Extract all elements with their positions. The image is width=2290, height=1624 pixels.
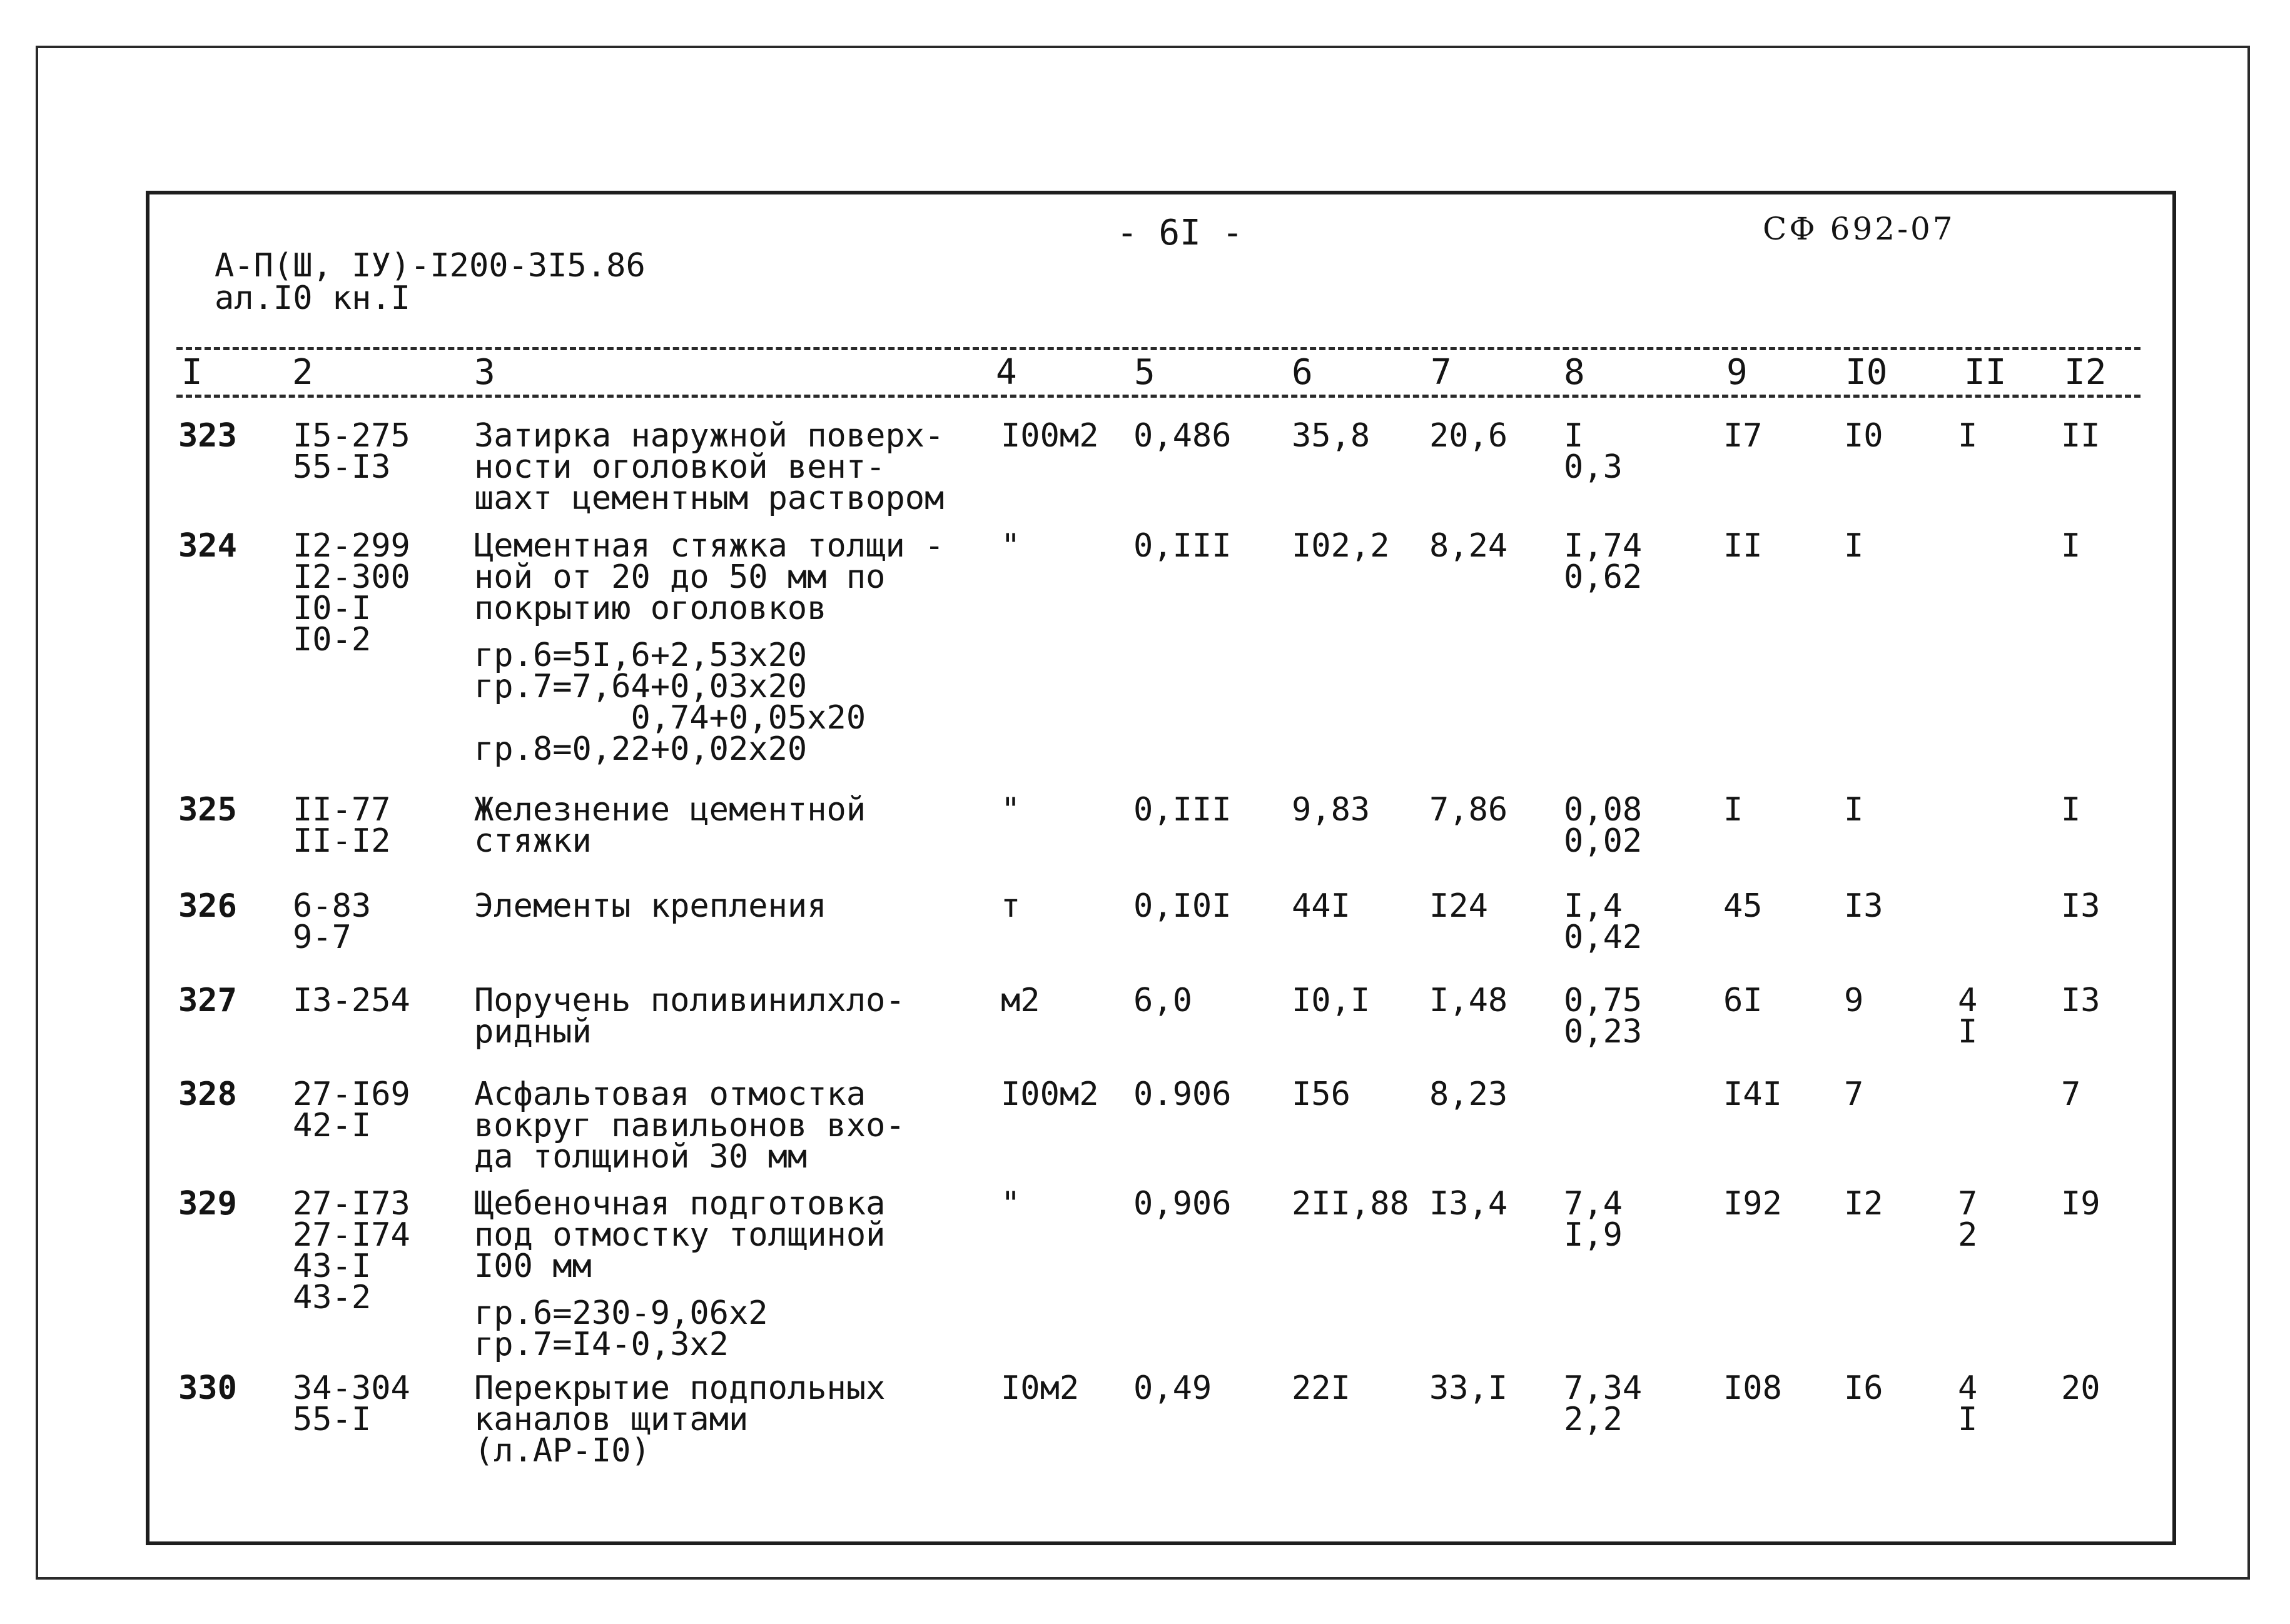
row-330-unit: I0м2 xyxy=(1001,1369,1080,1407)
document-code: А-П(Ш, IУ)-I200-3I5.86 xyxy=(215,247,646,285)
row-329-col10-value: I2 xyxy=(1844,1185,1883,1223)
row-323-description: Затирка наружной поверх- ности оголовкой вент- шахт цементным раствором xyxy=(474,417,945,517)
row-326-col12-value: I3 xyxy=(2061,887,2100,925)
row-327-col11-value: 4 I xyxy=(1958,982,1978,1051)
row-330-quantity: 0,49 xyxy=(1133,1369,1212,1407)
row-329-col12-value: I9 xyxy=(2061,1185,2100,1223)
col-header-2: 2 xyxy=(292,352,313,393)
row-325-description: Железнение цементной стяжки xyxy=(474,791,866,860)
row-329-formula-note: гр.6=230-9,06x2 гр.7=I4-0,3x2 xyxy=(474,1294,768,1363)
row-326-row-number: 326 xyxy=(178,887,237,925)
row-330-col6-value: 22I xyxy=(1292,1369,1350,1407)
row-328-col9-value: I4I xyxy=(1723,1076,1782,1113)
row-329-description: Щебеночная подготовка под отмостку толщиной I00 мм xyxy=(474,1185,886,1285)
row-329-col8-value: 7,4 I,9 xyxy=(1564,1185,1623,1254)
row-327-unit: м2 xyxy=(1001,982,1040,1019)
row-328-unit: I00м2 xyxy=(1001,1076,1099,1113)
row-330-col11-value: 4 I xyxy=(1958,1369,1978,1438)
row-323-col8-value: I 0,3 xyxy=(1564,417,1623,486)
archive-stamp: СФ 692-07 xyxy=(1763,211,1955,247)
row-328-quantity: 0.906 xyxy=(1133,1076,1232,1113)
row-330-col9-value: I08 xyxy=(1723,1369,1782,1407)
row-325-col9-value: I xyxy=(1723,791,1743,829)
row-326-col7-value: I24 xyxy=(1429,887,1488,925)
row-323-col9-value: I7 xyxy=(1723,417,1763,455)
row-327-col8-value: 0,75 0,23 xyxy=(1564,982,1643,1051)
row-324-quantity: 0,III xyxy=(1133,527,1232,565)
header-rule-top xyxy=(176,347,2141,350)
col-header-9: 9 xyxy=(1726,352,1748,393)
row-325-unit: " xyxy=(1001,791,1021,829)
col-header-7: 7 xyxy=(1431,352,1452,393)
row-325-codes: II-77 II-I2 xyxy=(293,791,391,860)
page-frame xyxy=(146,191,2176,1545)
row-326-col9-value: 45 xyxy=(1723,887,1763,925)
row-330-row-number: 330 xyxy=(178,1369,237,1407)
row-327-col10-value: 9 xyxy=(1844,982,1864,1019)
col-header-11: II xyxy=(1964,352,2007,393)
row-324-col8-value: I,74 0,62 xyxy=(1564,527,1643,596)
row-325-col10-value: I xyxy=(1844,791,1864,829)
row-329-unit: " xyxy=(1001,1185,1021,1223)
row-330-col7-value: 33,I xyxy=(1429,1369,1508,1407)
col-header-1: I xyxy=(181,352,203,393)
row-324-col7-value: 8,24 xyxy=(1429,527,1508,565)
row-324-formula-note: гр.6=5I,6+2,53x20 гр.7=7,64+0,03x20 0,74+0,05x20 гр.8=0,22+0,02x20 xyxy=(474,637,866,768)
row-324-col10-value: I xyxy=(1844,527,1864,565)
row-327-col6-value: I0,I xyxy=(1292,982,1370,1019)
col-header-3: 3 xyxy=(474,352,495,393)
row-327-quantity: 6,0 xyxy=(1133,982,1192,1019)
row-325-col8-value: 0,08 0,02 xyxy=(1564,791,1643,860)
row-324-row-number: 324 xyxy=(178,527,237,565)
row-325-row-number: 325 xyxy=(178,791,237,829)
row-328-description: Асфальтовая отмостка вокруг павильонов вхо- да толщиной 30 мм xyxy=(474,1076,905,1176)
row-329-codes: 27-I73 27-I74 43-I 43-2 xyxy=(293,1185,410,1316)
row-330-codes: 34-304 55-I xyxy=(293,1369,410,1438)
row-324-description: Цементная стяжка толщи - ной от 20 до 50 мм по покрытию оголовков xyxy=(474,527,945,627)
row-325-quantity: 0,III xyxy=(1133,791,1232,829)
row-323-col6-value: 35,8 xyxy=(1292,417,1370,455)
row-326-col8-value: I,4 0,42 xyxy=(1564,887,1643,956)
row-328-codes: 27-I69 42-I xyxy=(293,1076,410,1144)
row-327-col12-value: I3 xyxy=(2061,982,2100,1019)
row-326-codes: 6-83 9-7 xyxy=(293,887,372,956)
row-326-col6-value: 44I xyxy=(1292,887,1350,925)
row-327-col9-value: 6I xyxy=(1723,982,1763,1019)
row-323-col10-value: I0 xyxy=(1844,417,1883,455)
row-330-col12-value: 20 xyxy=(2061,1369,2100,1407)
row-330-col8-value: 7,34 2,2 xyxy=(1564,1369,1643,1438)
row-328-row-number: 328 xyxy=(178,1076,237,1113)
row-329-col7-value: I3,4 xyxy=(1429,1185,1508,1223)
row-327-codes: I3-254 xyxy=(293,982,410,1019)
row-325-col12-value: I xyxy=(2061,791,2081,829)
col-header-8: 8 xyxy=(1564,352,1585,393)
row-323-row-number: 323 xyxy=(178,417,237,455)
row-325-col7-value: 7,86 xyxy=(1429,791,1508,829)
row-330-description: Перекрытие подпольных каналов щитами (л.АР-I0) xyxy=(474,1369,886,1470)
col-header-6: 6 xyxy=(1292,352,1313,393)
header-rule-bottom xyxy=(176,395,2141,398)
row-328-col10-value: 7 xyxy=(1844,1076,1864,1113)
row-329-col11-value: 7 2 xyxy=(1958,1185,1978,1254)
row-329-quantity: 0,906 xyxy=(1133,1185,1232,1223)
row-327-row-number: 327 xyxy=(178,982,237,1019)
row-326-quantity: 0,I0I xyxy=(1133,887,1232,925)
row-327-description: Поручень поливинилхло- ридный xyxy=(474,982,905,1051)
row-327-col7-value: I,48 xyxy=(1429,982,1508,1019)
row-323-col11-value: I xyxy=(1958,417,1978,455)
col-header-10: I0 xyxy=(1845,352,1888,393)
page-number: - 6I - xyxy=(1117,213,1244,253)
row-328-col7-value: 8,23 xyxy=(1429,1076,1508,1113)
col-header-12: I2 xyxy=(2064,352,2107,393)
row-326-description: Элементы крепления xyxy=(474,887,827,925)
row-324-col12-value: I xyxy=(2061,527,2081,565)
row-326-col10-value: I3 xyxy=(1844,887,1883,925)
row-328-col6-value: I56 xyxy=(1292,1076,1350,1113)
row-324-codes: I2-299 I2-300 I0-I I0-2 xyxy=(293,527,410,658)
row-323-unit: I00м2 xyxy=(1001,417,1099,455)
col-header-5: 5 xyxy=(1134,352,1155,393)
row-325-col6-value: 9,83 xyxy=(1292,791,1370,829)
row-330-col10-value: I6 xyxy=(1844,1369,1883,1407)
album-label: ал.I0 кн.I xyxy=(215,280,411,317)
row-328-col12-value: 7 xyxy=(2061,1076,2081,1113)
row-323-codes: I5-275 55-I3 xyxy=(293,417,410,486)
col-header-4: 4 xyxy=(996,352,1017,393)
row-324-col9-value: II xyxy=(1723,527,1763,565)
row-323-col7-value: 20,6 xyxy=(1429,417,1508,455)
row-329-row-number: 329 xyxy=(178,1185,237,1223)
row-324-col6-value: I02,2 xyxy=(1292,527,1390,565)
row-326-unit: т xyxy=(1001,887,1021,925)
row-329-col9-value: I92 xyxy=(1723,1185,1782,1223)
row-324-unit: " xyxy=(1001,527,1021,565)
row-323-col12-value: II xyxy=(2061,417,2100,455)
row-323-quantity: 0,486 xyxy=(1133,417,1232,455)
row-329-col6-value: 2II,88 xyxy=(1292,1185,1409,1223)
